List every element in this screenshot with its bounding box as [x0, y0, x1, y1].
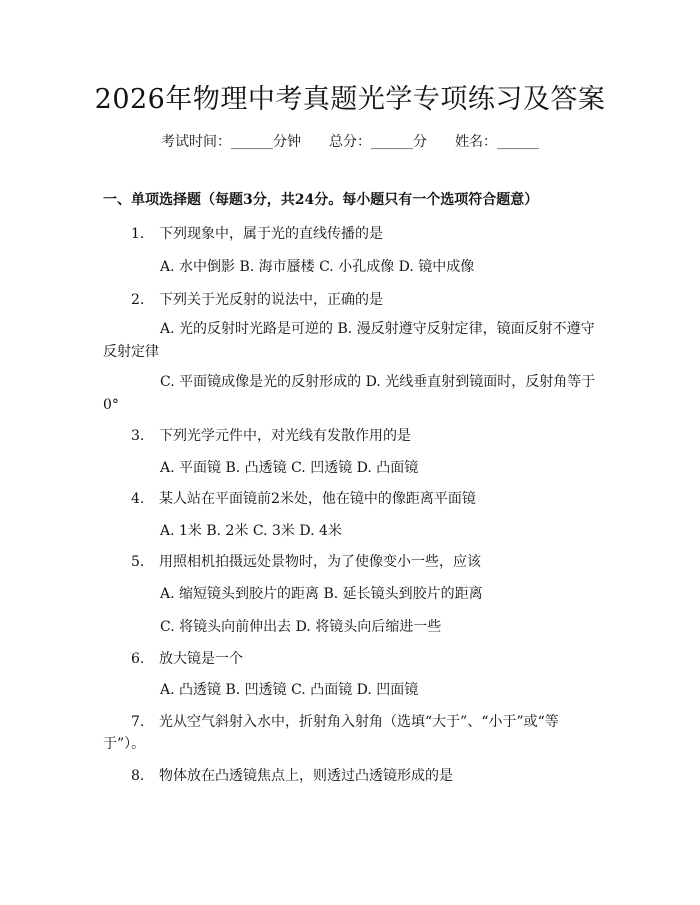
question-stem: 下列关于光反射的说法中，正确的是 — [159, 292, 383, 308]
question-stem: 某人站在平面镜前2米处，他在镜中的像距离平面镜 — [159, 491, 476, 507]
question-4 — [131, 490, 476, 508]
question-2-options-line-1: A. 光的反射时光路是可逆的 B. 漫反射遵守反射定律，镜面反射不遵守 — [160, 321, 595, 337]
exam-time-field: 考试时间：______分钟 — [161, 134, 301, 150]
question-number: 4. — [131, 491, 145, 507]
question-7-continuation: 于”）。 — [103, 736, 146, 752]
question-number: 2. — [131, 292, 145, 308]
question-3-options: A. 平面镜 B. 凸透镜 C. 凹透镜 D. 凸面镜 — [160, 460, 419, 476]
question-stem: 下列光学元件中，对光线有发散作用的是 — [159, 428, 411, 444]
question-1 — [131, 225, 383, 243]
name-field: 姓名：______ — [455, 134, 539, 150]
question-5-options-line-1: A. 缩短镜头到胶片的距离 B. 延长镜头到胶片的距离 — [160, 586, 483, 602]
section-heading: 一、单项选择题（每题3分，共24分。每小题只有一个选项符合题意） — [103, 192, 539, 208]
exam-meta — [0, 133, 700, 151]
question-3 — [131, 427, 411, 445]
question-stem: 用照相机拍摄远处景物时，为了使像变小一些，应该 — [159, 554, 481, 570]
question-5-options-line-2: C. 将镜头向前伸出去 D. 将镜头向后缩进一些 — [160, 619, 442, 635]
question-1-options: A. 水中倒影 B. 海市蜃楼 C. 小孔成像 D. 镜中成像 — [160, 259, 475, 275]
question-2-options-line-2: 反射定律 — [103, 344, 159, 360]
question-number: 1. — [131, 226, 145, 242]
question-6-options: A. 凸透镜 B. 凹透镜 C. 凸面镜 D. 凹面镜 — [160, 682, 419, 698]
question-4-options: A. 1米 B. 2米 C. 3米 D. 4米 — [160, 523, 342, 539]
document-title: 2026年物理中考真题光学专项练习及答案 — [94, 84, 606, 115]
question-number: 7. — [131, 714, 145, 730]
question-2-options-line-4: 0° — [103, 397, 119, 413]
question-8 — [131, 767, 453, 785]
question-number: 8. — [131, 768, 145, 784]
question-number: 3. — [131, 428, 145, 444]
question-number: 5. — [131, 554, 145, 570]
question-stem: 下列现象中，属于光的直线传播的是 — [159, 226, 383, 242]
question-stem: 放大镜是一个 — [159, 651, 243, 667]
question-7 — [131, 713, 559, 731]
question-2 — [131, 291, 383, 309]
question-stem: 光从空气斜射入水中，折射角入射角（选填“大于”、“小于”或“等 — [159, 714, 559, 730]
question-number: 6. — [131, 651, 145, 667]
total-score-field: 总分：______分 — [329, 134, 427, 150]
question-2-options-line-3: C. 平面镜成像是光的反射形成的 D. 光线垂直射到镜面时，反射角等于 — [160, 374, 596, 390]
question-stem: 物体放在凸透镜焦点上，则透过凸透镜形成的是 — [159, 768, 453, 784]
question-5 — [131, 553, 481, 571]
question-6 — [131, 650, 243, 668]
